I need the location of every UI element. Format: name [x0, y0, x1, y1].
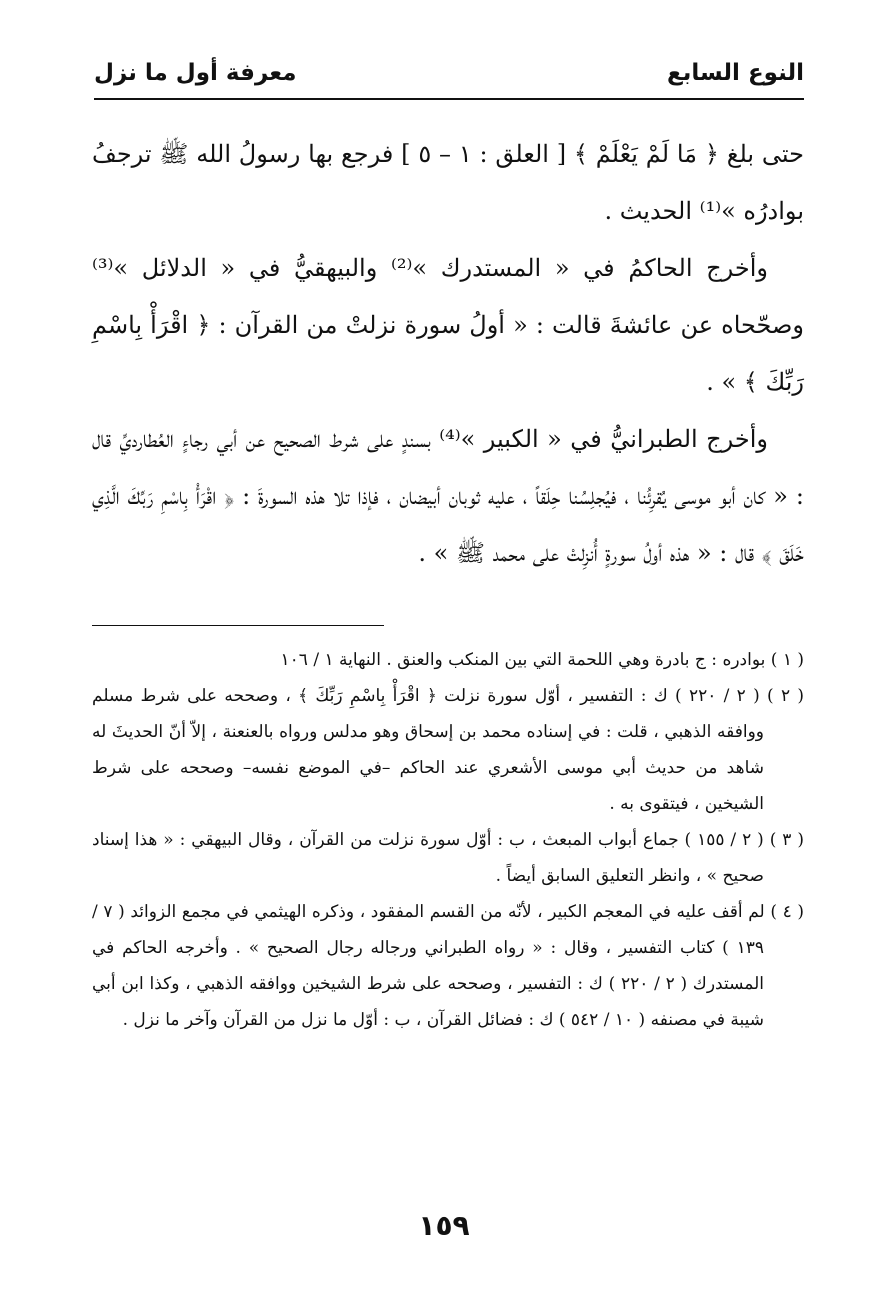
body-paragraph: وأخرج الحاكمُ في « المستدرك »⁽²⁾ والبيهقيُّ في « الدلائل »⁽³⁾ وصحّحاه عن عائشةَ قالت : « أولُ سورة نزلتْ من القرآن : ﴿ اقْرَأْ بِاسْمِ رَبِّكَ ﴾ » .: [92, 254, 804, 396]
footnote: ( ٣ ) ( ٢ / ١٥٥ ) جماع أبواب المبعث ، ب : أوّل سورة نزلت من القرآن ، وقال البيهقي : « هذا إسناد صحيح » ، وانظر التعليق السابق أيضاً .: [92, 830, 804, 886]
footnote: ( ١ ) بوادره : ج بادرة وهي اللحمة التي بين المنكب والعنق . النهاية ١ / ١٠٦: [280, 650, 804, 670]
main-text: [92, 126, 804, 582]
footnote: ( ٢ ) ( ٢ / ٢٢٠ ) ك : التفسير ، أوّل سورة نزلت ﴿ اقْرَأْ بِاسْمِ رَبِّكَ ﴾ ، وصححه على شرط مسلم ووافقه الذهبي ، قلت : في إسناده محمد بن إسحاق وهو مدلس ورواه بالعنعنة ، إلاّ أنّ الحديثَ له شاهد من حديث أبي موسى الأشعري عند الحاكم –في الموضع نفسه– وصححه على شرط الشيخين ، فيتقوى به .: [92, 686, 804, 814]
running-header: [94, 58, 804, 100]
chapter-title: النوع السابع: [667, 60, 804, 86]
footnote: ( ٤ ) لم أقف عليه في المعجم الكبير ، لأنّه من القسم المفقود ، وذكره الهيثمي في مجمع الزوائد ( ٧ / ١٣٩ ) كتاب التفسير ، وقال : « رواه الطبراني ورجاله رجال الصحيح » . وأخرجه الحاكم في المستدرك ( ٢ / ٢٢٠ ) ك : التفسير ، وصححه على شرط الشيخين ووافقه الذهبي ، وكذا ابن أبي شيبة في مصنفه ( ١٠ / ٥٤٢ ) ك : فضائل القرآن ، ب : أوّل ما نزل من القرآن وآخر ما نزل .: [92, 902, 804, 1030]
footnotes: [92, 642, 804, 1038]
topic-title: معرفة أول ما نزل: [94, 60, 297, 86]
page-number: ١٥٩: [418, 1209, 470, 1242]
footnote-divider: [92, 625, 384, 626]
body-paragraph: حتى بلغ ﴿ مَا لَمْ يَعْلَمْ ﴾ [ العلق : ١ – ٥ ] فرجع بها رسولُ الله ﷺ ترجفُ بوادرُه »⁽¹⁾ الحديث .: [92, 140, 804, 225]
body-paragraph: وأخرج الطبرانيُّ في « الكبير »⁽⁴⁾ بسندٍ على شرط الصحيح عن أبي رجاءٍ العُطارديِّ قال : « كان أبو موسى يُقرِئُنا ، فيُجلِسُنا حِلَقاً ، عليه ثوبان أبيضان ، فإذا تلا هذه السورةَ : ﴿ اقْرَأْ بِاسْمِ رَبِّكَ الَّذِي خَلَقَ ﴾ قال : « هذه أولُ سورةٍ أُنزِلتْ على محمد ﷺ » .: [92, 425, 804, 567]
